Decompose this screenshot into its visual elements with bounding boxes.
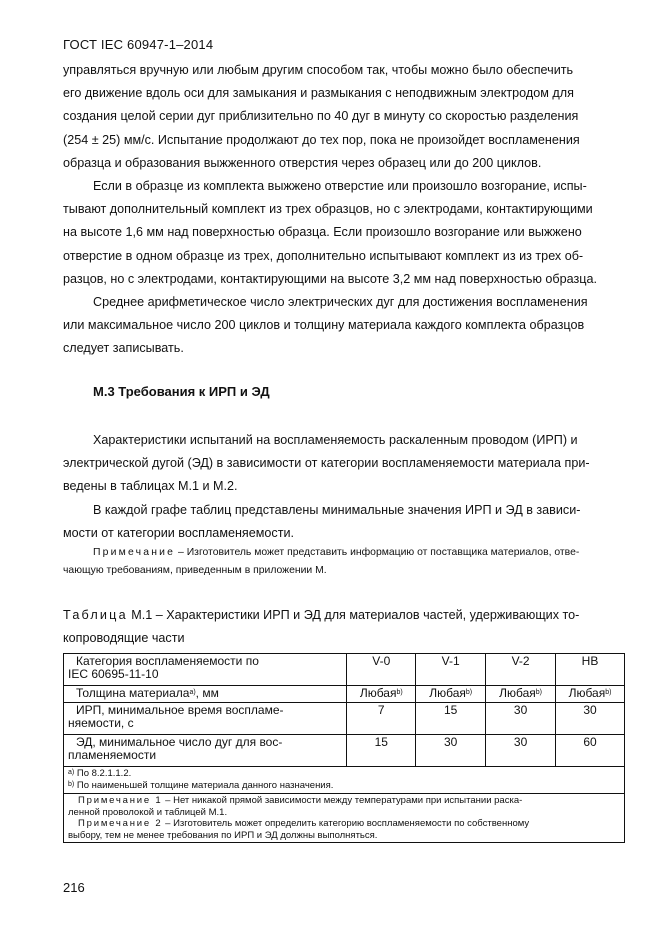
text-line: управляться вручную или любым другим способом так, чтобы можно было обеспечить	[63, 63, 574, 77]
table-notes	[64, 794, 625, 843]
section-heading: М.3 Требования к ИРП и ЭД	[93, 384, 270, 399]
footnote-text: По наименьшей толщине материала данного назначения.	[74, 780, 334, 791]
thickness-value: Любая$^{b)}$	[347, 686, 416, 703]
note-label: Примечание	[93, 547, 176, 558]
paragraph-additional-set	[63, 175, 629, 291]
text-line: Характеристики испытаний на воспламеняемость раскаленным проводом (ИРП) и	[93, 433, 578, 447]
text-line: следует записывать.	[63, 341, 184, 356]
category-v1: V-1	[416, 654, 486, 686]
text-line: Если в образце из комплекта выжжено отверстие или произошло возгорание, испы-	[93, 179, 587, 193]
thickness-value: Любая$^{b)}$	[416, 686, 486, 703]
footnote-mark: b)	[68, 781, 75, 788]
ed-value: 30	[486, 735, 556, 767]
thickness-label: Толщина материала	[76, 686, 190, 700]
text-line: образца и образования выжженного отверстия через образец или до 200 циклов.	[63, 155, 542, 170]
text-line: Среднее арифметическое число электрических дуг для достижения воспламенения	[93, 295, 588, 309]
footnote-text: По 8.2.1.1.2.	[74, 768, 132, 779]
footnote-mark: a)	[68, 769, 75, 776]
text-line: электрической дугой (ЭД) в зависимости от категории воспламеняемости материала при-	[63, 456, 590, 471]
ed-label: ЭД, минимальное число дуг для вос-	[76, 735, 283, 749]
table-m1	[63, 653, 625, 843]
table-note-label: Примечание 2	[78, 818, 163, 829]
table-note-text: – Изготовитель может определить категорию воспламеняемости по собственному	[162, 818, 530, 829]
text-line: отверстие в одном образце из трех, дополнительно испытывают комплект из из трех об-	[63, 248, 584, 263]
table-caption	[63, 604, 629, 650]
table-row-irp	[64, 703, 625, 735]
irp-value: 15	[416, 703, 486, 735]
text-line: его движение вдоль оси для замыкания и размыкания с неподвижным электродом для	[63, 86, 574, 101]
text-line: тывают дополнительный комплект из трех образцов, но с электродами, контактирующими	[63, 202, 593, 217]
table-header-row	[64, 654, 625, 686]
thickness-value: Любая$^{b)}$	[486, 686, 556, 703]
irp-value: 7	[347, 703, 416, 735]
ed-value: 60	[556, 735, 625, 767]
irp-value: 30	[486, 703, 556, 735]
text-line: мости от категории воспламеняемости.	[63, 526, 295, 541]
table-footnotes-row	[64, 767, 625, 794]
table-notes-row	[64, 794, 625, 843]
irp-value: 30	[556, 703, 625, 735]
paragraph-recording	[63, 291, 629, 361]
table-note-label: Примечание 1	[78, 795, 163, 806]
text-line: на высоте 1,6 мм над поверхностью образца. Если произошло возгорание или выжжено	[63, 225, 582, 240]
category-hb: HB	[556, 654, 625, 686]
text-line: или максимальное число 200 циклов и толщину материала каждого комплекта образцов	[63, 318, 585, 333]
irp-label: ИРП, минимальное время воспламе-	[76, 703, 284, 717]
category-v0: V-0	[347, 654, 416, 686]
header-label-standard: IEC 60695-11-10	[68, 667, 159, 681]
table-note-text: – Нет никакой прямой зависимости между температурами при испытании раска-	[162, 795, 523, 806]
note-text: чающую требованиям, приведенным в приложении М.	[63, 565, 327, 576]
text-line: разцов, но с электродами, контактирующими на высоте 3,2 мм над поверхностью образца.	[63, 271, 598, 286]
document-header: ГОСТ IEC 60947-1–2014	[63, 37, 214, 52]
ed-value: 15	[347, 735, 416, 767]
text-line: (254 ± 25) мм/с. Испытание продолжают до тех пор, пока не произойдет воспламенения	[63, 132, 580, 147]
thickness-unit: , мм	[195, 686, 219, 700]
page-number: 216	[63, 880, 85, 895]
table-footnotes	[64, 767, 625, 794]
paragraph-continuation	[63, 59, 629, 175]
irp-label-cont: няемости, с	[68, 716, 134, 730]
paragraph-tables-info	[63, 499, 629, 545]
table-caption-text: М.1 – Характеристики ИРП и ЭД для материалов частей, удерживающих то-	[127, 608, 580, 622]
table-row-ed	[64, 735, 625, 767]
footnote-mark: a)	[189, 689, 196, 696]
table-caption-label: Таблица	[63, 608, 128, 622]
thickness-value: Любая$^{b)}$	[556, 686, 625, 703]
table-caption-text: копроводящие части	[63, 631, 185, 646]
header-label-cell	[64, 654, 347, 686]
table-note-text: выбору, тем не менее требования по ИРП и ЭД должны выполняться.	[68, 829, 378, 841]
header-label: Категория воспламеняемости по	[76, 654, 259, 668]
ed-label-cont: пламеняемости	[68, 748, 157, 762]
text-line: В каждой графе таблиц представлены минимальные значения ИРП и ЭД в зависи-	[93, 503, 581, 517]
text-line: ведены в таблицах М.1 и М.2.	[63, 479, 238, 494]
note	[63, 544, 629, 580]
table-row-thickness	[64, 686, 625, 703]
note-text: – Изготовитель может представить информацию от поставщика материалов, отве-	[175, 547, 580, 558]
ed-value: 30	[416, 735, 486, 767]
table-note-text: ленной проволокой и таблицей М.1.	[68, 806, 228, 818]
ed-label-cell	[64, 735, 347, 767]
irp-label-cell	[64, 703, 347, 735]
text-line: создания целой серии дуг приблизительно по 40 дуг в минуту со скоростью разделения	[63, 109, 579, 124]
category-v2: V-2	[486, 654, 556, 686]
paragraph-characteristics	[63, 429, 629, 499]
thickness-label-cell	[64, 686, 347, 703]
